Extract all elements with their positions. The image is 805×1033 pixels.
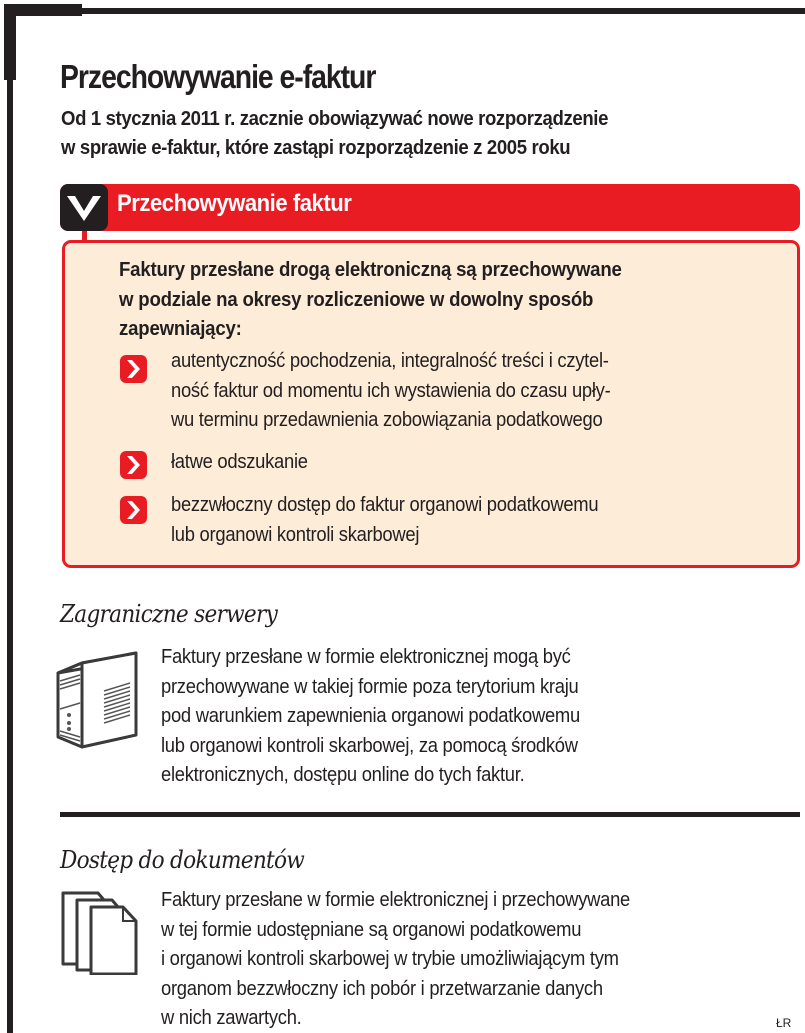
bullet-line: łatwe odszukanie <box>171 451 308 473</box>
foreign-servers-text <box>161 643 580 791</box>
text-line: w tej formie udostępniane są organowi podatkowemu <box>161 918 582 941</box>
lead-line: Od 1 stycznia 2011 r. zacznie obowiązywać nowe rozporządzenie <box>61 107 609 130</box>
bullet-item <box>171 491 598 550</box>
server-icon <box>54 645 144 760</box>
text-line: w nich zawartych. <box>161 1007 302 1029</box>
info-intro <box>119 256 622 345</box>
bullet-line: wu terminu przedawnienia zobowiązania podatkowego <box>171 409 603 431</box>
section-divider <box>60 812 800 817</box>
lead-line: w sprawie e-faktur, które zastąpi rozporządzenie z 2005 roku <box>61 136 571 159</box>
intro-line: Faktury przesłane drogą elektroniczną są przechowywane <box>119 259 622 281</box>
bullet-item <box>171 448 308 478</box>
bullet-line: bezzwłoczny dostęp do faktur organowi podatkowemu <box>171 494 599 516</box>
chevron-right-icon <box>120 451 147 479</box>
checkmark-icon <box>60 184 108 231</box>
frame-top-line <box>80 8 805 14</box>
intro-line: zapewniający: <box>119 318 242 340</box>
page-title: Przechowywanie e-faktur <box>60 58 376 95</box>
text-line: Faktury przesłane w formie elektronicznej mogą być <box>161 646 571 668</box>
lead-paragraph <box>61 104 608 162</box>
text-line: elektronicznych, dostępu online do tych faktur. <box>161 764 525 786</box>
intro-line: w podziale na okresy rozliczeniowe w dowolny sposób <box>119 288 594 311</box>
text-line: przechowywane w takiej formie poza terytorium kraju <box>161 675 579 698</box>
author-credit: ŁR <box>776 1016 792 1030</box>
bullet-line: autentyczność pochodzenia, integralność treści i czytel- <box>171 350 609 372</box>
documents-icon <box>60 890 140 980</box>
text-line: lub organowi kontroli skarbowej, za pomocą środków <box>161 734 578 757</box>
frame-left-line <box>7 78 13 1033</box>
frame-corner-left <box>4 4 16 80</box>
section-heading-document-access: Dostęp do dokumentów <box>60 846 305 874</box>
text-line: i organowi kontroli skarbowej w trybie umożliwiającym tym <box>161 948 619 970</box>
text-line: organom bezzwłoczny ich pobór i przetwarzanie danych <box>161 977 603 1000</box>
section-heading-foreign-servers: Zagraniczne serwery <box>60 600 278 628</box>
bullet-item <box>171 347 610 436</box>
chevron-right-icon <box>120 496 147 524</box>
document-access-text <box>161 886 630 1033</box>
section-title: Przechowywanie faktur <box>117 190 352 217</box>
text-line: pod warunkiem zapewnienia organowi podatkowemu <box>161 705 580 727</box>
text-line: Faktury przesłane w formie elektronicznej i przechowywane <box>161 889 631 911</box>
chevron-right-icon <box>120 355 147 383</box>
bullet-line: lub organowi kontroli skarbowej <box>171 523 420 546</box>
bullet-line: ność faktur od momentu ich wystawienia do czasu upły- <box>171 379 611 402</box>
